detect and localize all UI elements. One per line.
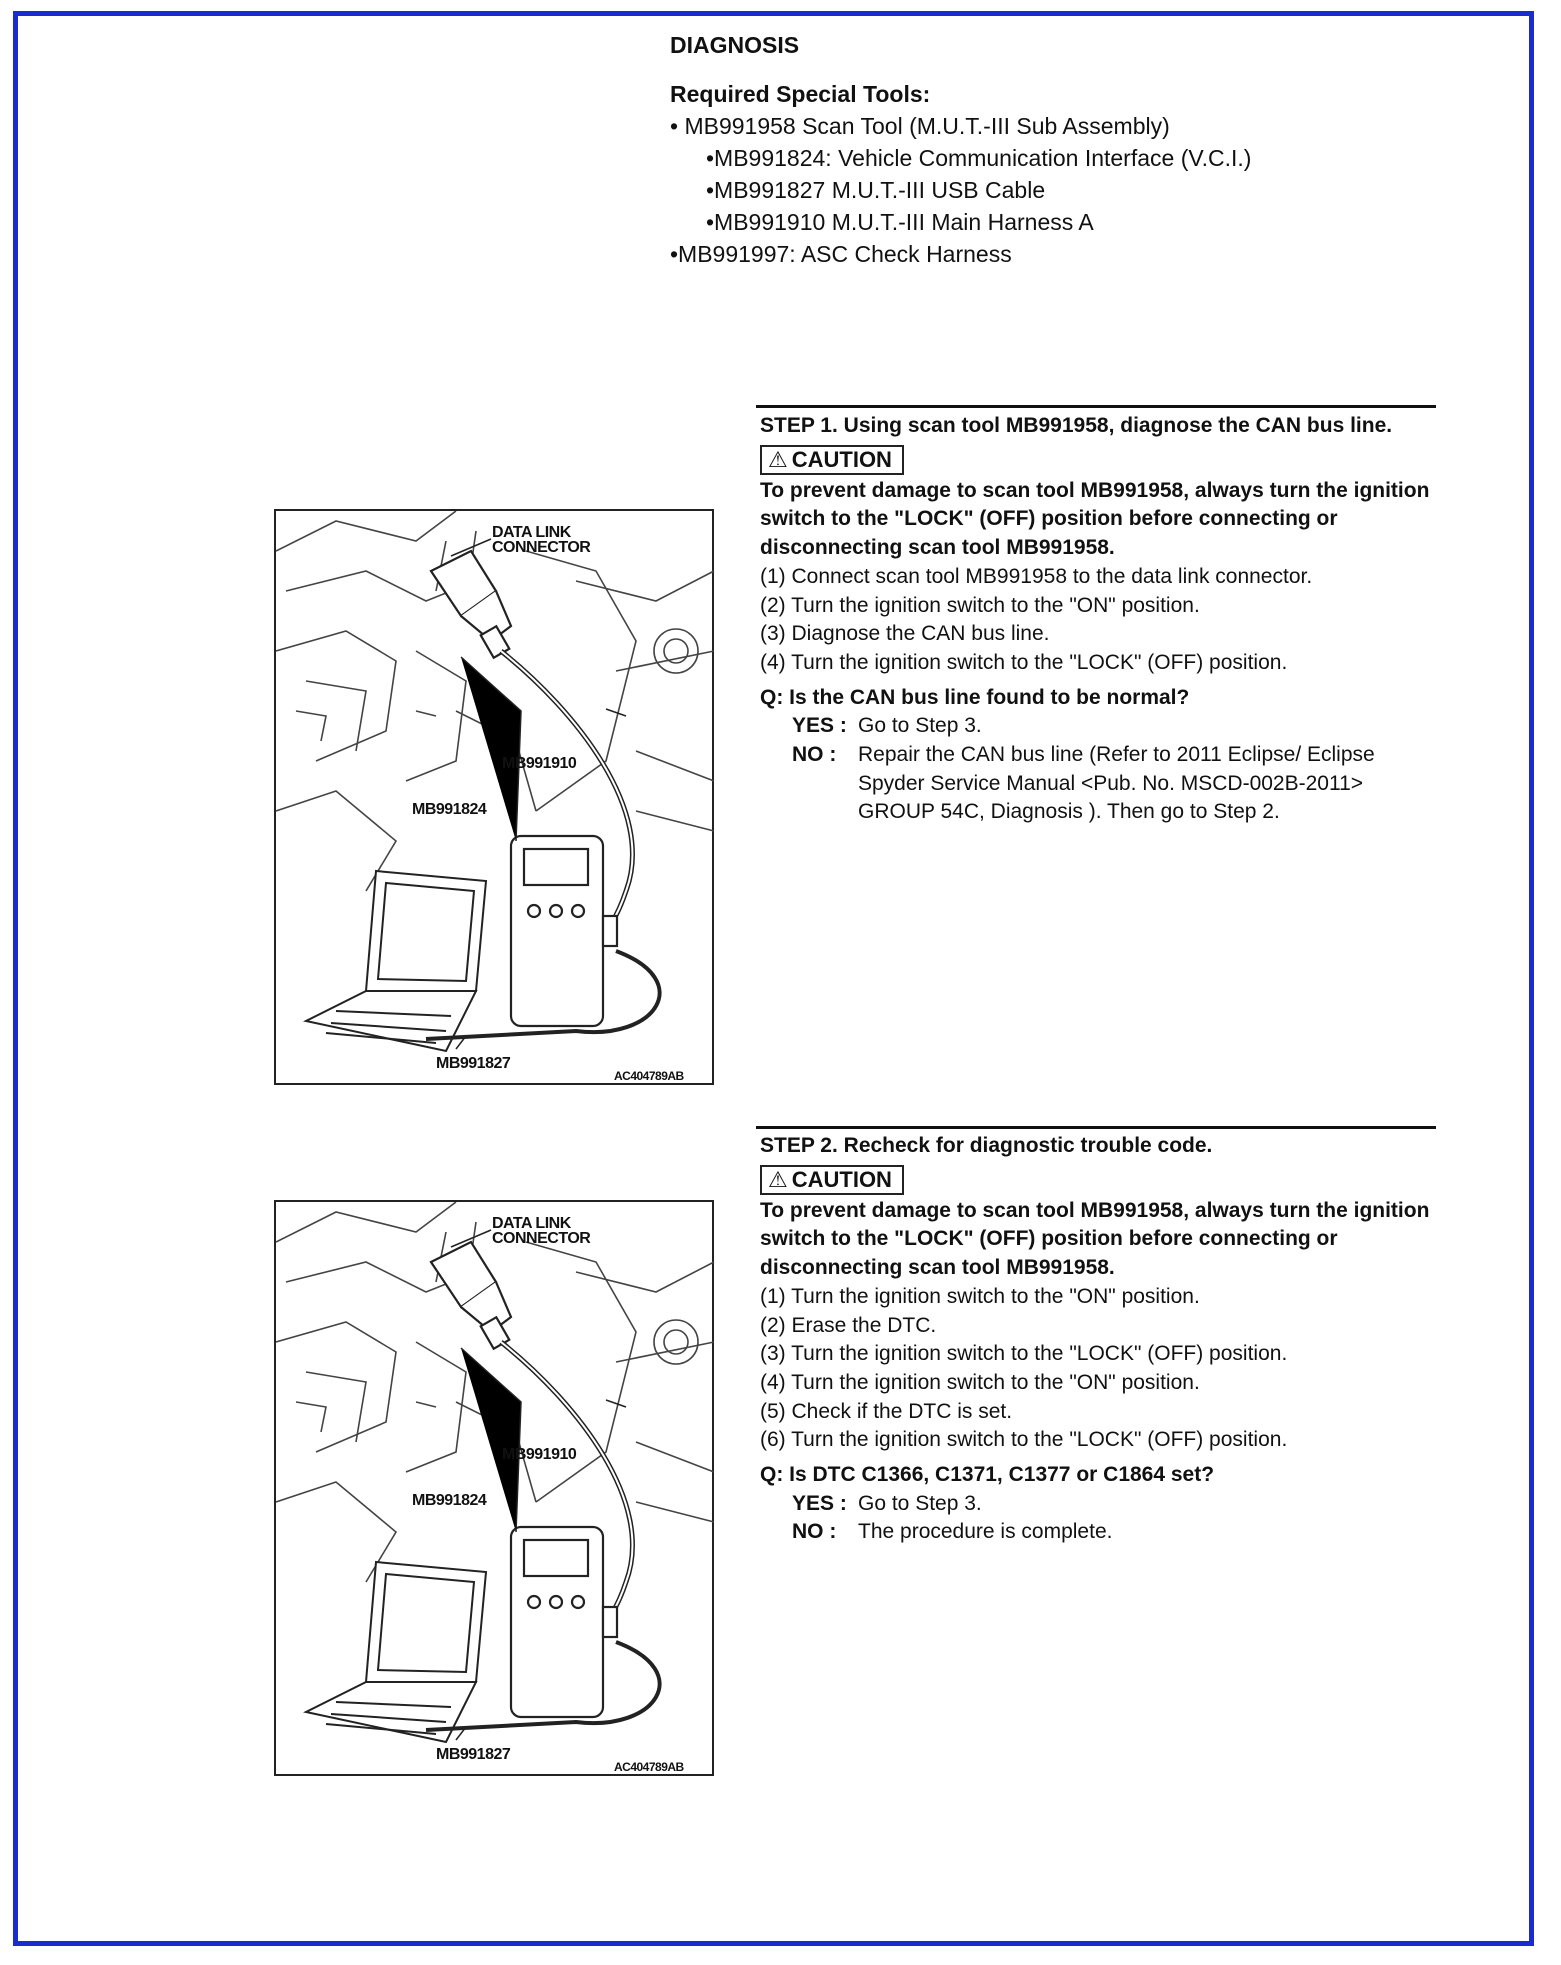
question: Q: Is the CAN bus line found to be normal? — [760, 685, 1190, 709]
yes-text: Go to Step 3. — [858, 1491, 982, 1515]
no-key: NO : — [792, 743, 837, 767]
question: Q: Is DTC C1366, C1371, C1377 or C1864 set? — [760, 1463, 1215, 1487]
caution-text: To prevent damage to scan tool MB991958, always turn the ignition switch to the "LOCK" (OFF) position before connecting or disconnecting scan tool MB991958. — [760, 478, 1430, 560]
step2-section — [760, 1132, 1438, 1547]
tool-item: •MB991827 M.U.T.-III USB Cable — [706, 177, 1046, 203]
procedure-step: (4) Turn the ignition switch to the "LOCK" (OFF) position. — [760, 650, 1288, 674]
caution-label: CAUTION — [791, 446, 892, 472]
label-mb991910: MB991910 — [502, 755, 577, 772]
tool-item: •MB991997: ASC Check Harness — [670, 241, 1012, 267]
figure-illustration — [276, 1202, 716, 1778]
no-text: Repair the CAN bus line (Refer to 2011 Eclipse/ Eclipse Spyder Service Manual <Pub. No. MSCD-002B-2011> GROUP 54C, Diagnosis ). Then go to Step 2. — [858, 743, 1375, 824]
tool-item: •MB991910 M.U.T.-III Main Harness A — [706, 209, 1094, 235]
procedure-step: (3) Turn the ignition switch to the "LOCK" (OFF) position. — [760, 1342, 1288, 1366]
step1-rule — [756, 405, 1436, 408]
answer-yes — [760, 712, 1438, 741]
figure-code: AC404789AB — [614, 1069, 684, 1083]
caution-box — [760, 445, 904, 475]
yes-key: YES : — [792, 1491, 847, 1515]
answer-no — [760, 1518, 1438, 1547]
warning-icon: ⚠ — [768, 446, 788, 472]
no-key: NO : — [792, 1520, 837, 1544]
procedure-step: (3) Diagnose the CAN bus line. — [760, 622, 1050, 646]
tools-heading: Required Special Tools: — [670, 81, 931, 107]
page-border — [13, 11, 1534, 1946]
label-mb991827: MB991827 — [436, 1746, 511, 1763]
label-mb991824: MB991824 — [412, 1492, 487, 1509]
page-title: DIAGNOSIS — [670, 32, 800, 58]
yes-key: YES : — [792, 714, 847, 738]
figure-scan-tool-connection — [274, 1200, 714, 1776]
answer-yes — [760, 1490, 1438, 1519]
label-data-link-connector: DATA LINK CONNECTOR — [492, 524, 591, 556]
tool-item: • MB991958 Scan Tool (M.U.T.-III Sub Assembly) — [670, 113, 1170, 139]
tools-section — [670, 78, 1430, 270]
procedure-step: (1) Turn the ignition switch to the "ON" position. — [760, 1284, 1200, 1308]
step1-section — [760, 412, 1438, 827]
figure-illustration — [276, 511, 716, 1087]
procedure-step: (5) Check if the DTC is set. — [760, 1399, 1013, 1423]
procedure-step: (2) Erase the DTC. — [760, 1313, 937, 1337]
procedure-step: (4) Turn the ignition switch to the "ON" position. — [760, 1370, 1200, 1394]
label-mb991824: MB991824 — [412, 801, 487, 818]
answer-no — [760, 741, 1438, 827]
caution-label: CAUTION — [791, 1166, 892, 1192]
step2-title: STEP 2. Recheck for diagnostic trouble code. — [760, 1134, 1213, 1157]
figure-scan-tool-connection — [274, 509, 714, 1085]
procedure-step: (1) Connect scan tool MB991958 to the data link connector. — [760, 564, 1313, 588]
warning-icon: ⚠ — [768, 1166, 788, 1192]
caution-text: To prevent damage to scan tool MB991958, always turn the ignition switch to the "LOCK" (OFF) position before connecting or disconnecting scan tool MB991958. — [760, 1198, 1430, 1280]
no-text: The procedure is complete. — [858, 1520, 1113, 1544]
procedure-step: (2) Turn the ignition switch to the "ON" position. — [760, 593, 1200, 617]
label-mb991827: MB991827 — [436, 1055, 511, 1072]
label-data-link-connector: DATA LINK CONNECTOR — [492, 1215, 591, 1247]
caution-box — [760, 1165, 904, 1195]
procedure-step: (6) Turn the ignition switch to the "LOCK" (OFF) position. — [760, 1428, 1288, 1452]
figure-code: AC404789AB — [614, 1760, 684, 1774]
yes-text: Go to Step 3. — [858, 714, 982, 738]
label-mb991910: MB991910 — [502, 1446, 577, 1463]
step2-rule — [756, 1126, 1436, 1129]
tool-item: •MB991824: Vehicle Communication Interface (V.C.I.) — [706, 145, 1252, 171]
step1-title: STEP 1. Using scan tool MB991958, diagnose the CAN bus line. — [760, 414, 1393, 437]
